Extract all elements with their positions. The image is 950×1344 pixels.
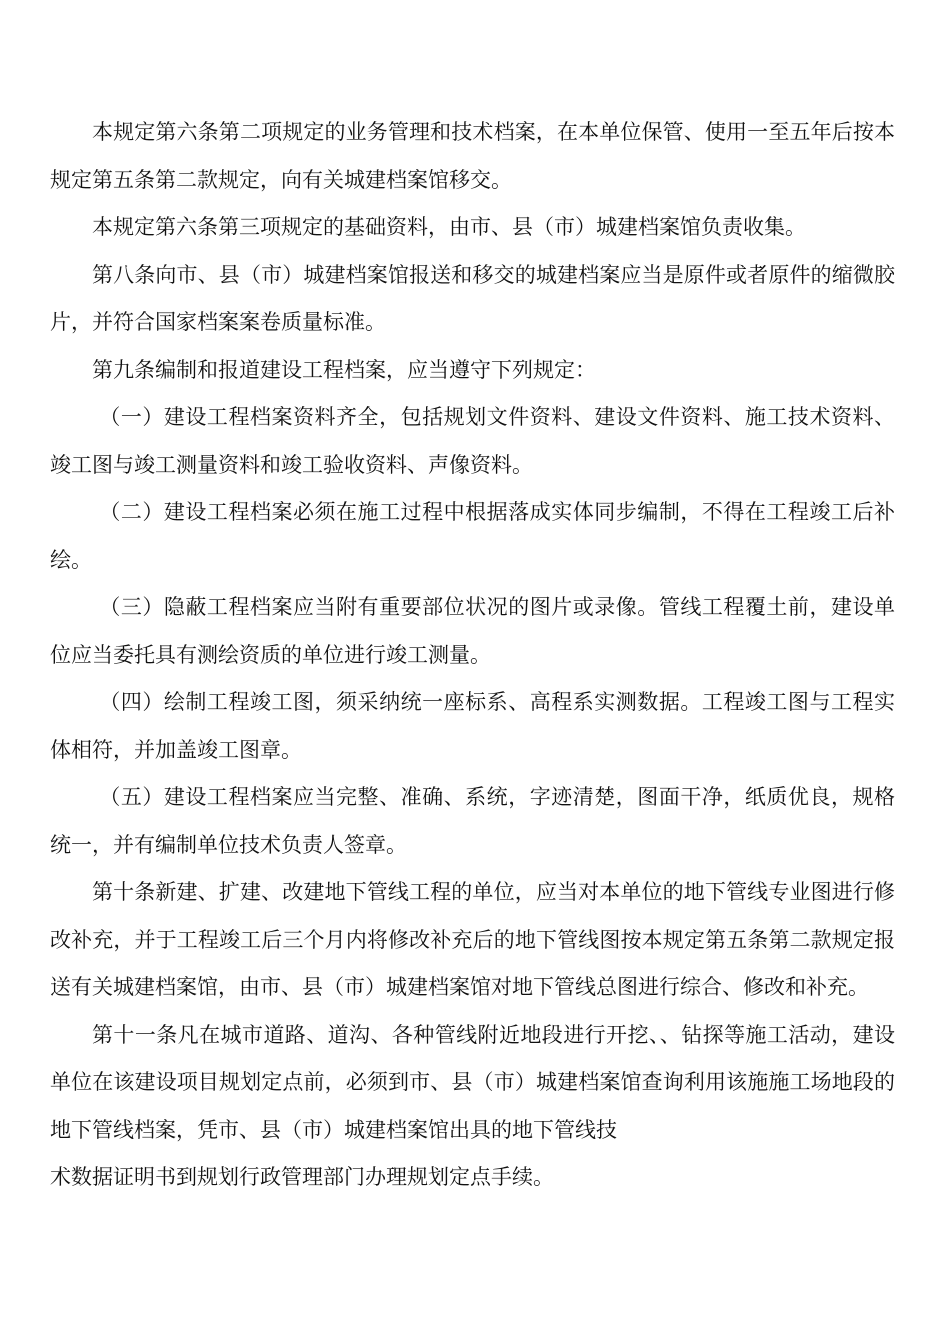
list-item-5: （五）建设工程档案应当完整、准确、系统，字迹清楚，图面干净，纸质优良，规格统一，并有编制单位技术负责人签章。	[50, 785, 895, 857]
paragraph-article-9: 第九条编制和报道建设工程档案，应当遵守下列规定：	[92, 357, 596, 382]
paragraph-article-10: 第十条新建、扩建、改建地下管线工程的单位，应当对本单位的地下管线专业图进行修改补充，并于工程竣工后三个月内将修改补充后的地下管线图按本规定第五条第二款规定报送有关城建档案馆，由市、县（市）城建档案馆对地下管线总图进行综合、修改和补充。	[50, 880, 895, 999]
paragraph-article-11: 第十一条凡在城市道路、道沟、各种管线附近地段进行开挖、、钻探等施工活动，建设单位在该建设项目规划定点前，必须到市、县（市）城建档案馆查询利用该施施工场地段的地下管线档案，凭市、县（市）城建档案馆出具的地下管线技	[50, 1022, 895, 1142]
paragraph-article-11-continued: 术数据证明书到规划行政管理部门办理规划定点手续。	[50, 1165, 554, 1189]
document-body	[50, 109, 895, 1202]
list-item-2: （二）建设工程档案必须在施工过程中根据落成实体同步编制，不得在工程竣工后补绘。	[50, 500, 895, 572]
paragraph-basic-materials: 本规定第六条第三项规定的基础资料，由市、县（市）城建档案馆负责收集。	[92, 215, 806, 239]
paragraph-article-8: 第八条向市、县（市）城建档案馆报送和移交的城建档案应当是原件或者原件的缩微胶片，并符合国家档案案卷质量标准。	[50, 262, 895, 334]
list-item-3: （三）隐蔽工程档案应当附有重要部位状况的图片或录像。管线工程覆土前，建设单位应当委托具有测绘资质的单位进行竣工测量。	[50, 595, 895, 667]
list-item-4: （四）绘制工程竣工图，须采纳统一座标系、高程系实测数据。工程竣工图与工程实体相符，并加盖竣工图章。	[50, 690, 895, 762]
paragraph-transfer-records: 本规定第六条第二项规定的业务管理和技术档案，在本单位保管、使用一至五年后按本规定第五条第二款规定，向有关城建档案馆移交。	[50, 120, 895, 192]
list-item-1: （一）建设工程档案资料齐全，包括规划文件资料、建设文件资料、施工技术资料、竣工图与竣工测量资料和竣工验收资料、声像资料。	[50, 405, 895, 477]
